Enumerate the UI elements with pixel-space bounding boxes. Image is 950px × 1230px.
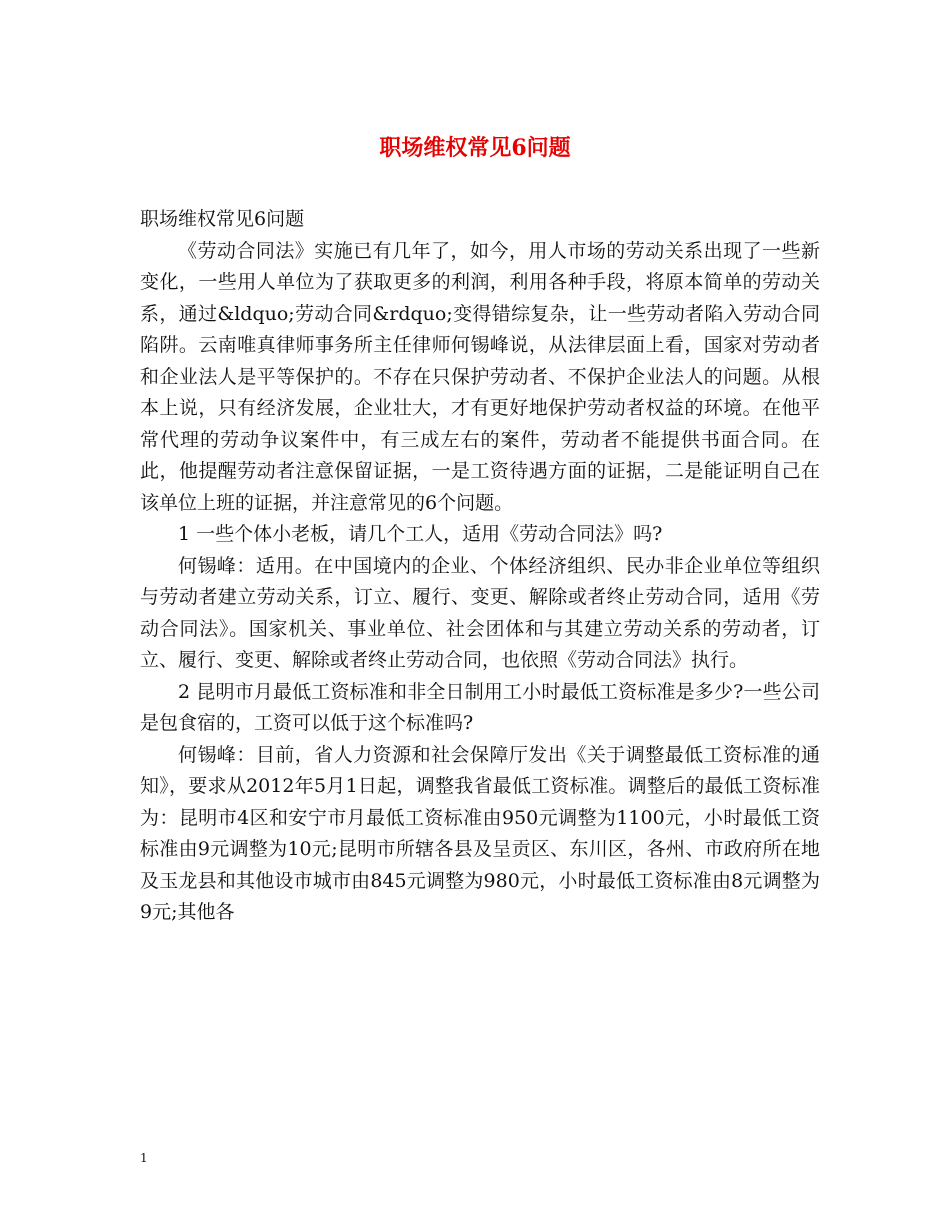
answer-1: 何锡峰：适用。在中国境内的企业、个体经济组织、民办非企业单位等组织与劳动者建立劳动关系，订立、履行、变更、解除或者终止劳动合同，适用《劳动合同法》。国家机关、事业单位、社会团体和与其建立劳动关系的劳动者，订立、履行、变更、解除或者终止劳动合同，也依照《劳动合同法》执行。 <box>140 554 820 671</box>
question-2: 2 昆明市月最低工资标准和非全日制用工小时最低工资标准是多少?一些公司是包食宿的，工资可以低于这个标准吗? <box>140 680 820 734</box>
page-number: 1 <box>140 1151 148 1165</box>
document-title: 职场维权常见6问题 <box>379 135 571 161</box>
subtitle-paragraph: 职场维权常见6问题 <box>140 208 305 230</box>
document-body <box>140 204 820 929</box>
intro-paragraph: 《劳动合同法》实施已有几年了，如今，用人市场的劳动关系出现了一些新变化，一些用人单位为了获取更多的利润，利用各种手段，将原本简单的劳动关系，通过&ldquo;劳动合同&rdquo;变得错综复杂，让一些劳动者陷入劳动合同陷阱。云南唯真律师事务所主任律师何锡峰说，从法律层面上看，国家对劳动者和企业法人是平等保护的。不存在只保护劳动者、不保护企业法人的问题。从根本上说，只有经济发展，企业壮大，才有更好地保护劳动者权益的环境。在他平常代理的劳动争议案件中，有三成左右的案件，劳动者不能提供书面合同。在此，他提醒劳动者注意保留证据，一是工资待遇方面的证据，二是能证明自己在该单位上班的证据，并注意常见的6个问题。 <box>140 239 820 514</box>
question-1: 1 一些个体小老板，请几个工人，适用《劳动合同法》吗? <box>178 523 663 545</box>
answer-2: 何锡峰：目前，省人力资源和社会保障厅发出《关于调整最低工资标准的通知》，要求从2012年5月1日起，调整我省最低工资标准。调整后的最低工资标准为：昆明市4区和安宁市月最低工资标准由950元调整为1100元，小时最低工资标准由9元调整为10元;昆明市所辖各县及呈贡区、东川区，各州、市政府所在地及玉龙县和其他设市城市由845元调整为980元，小时最低工资标准由8元调整为9元;其他各 <box>140 743 820 923</box>
